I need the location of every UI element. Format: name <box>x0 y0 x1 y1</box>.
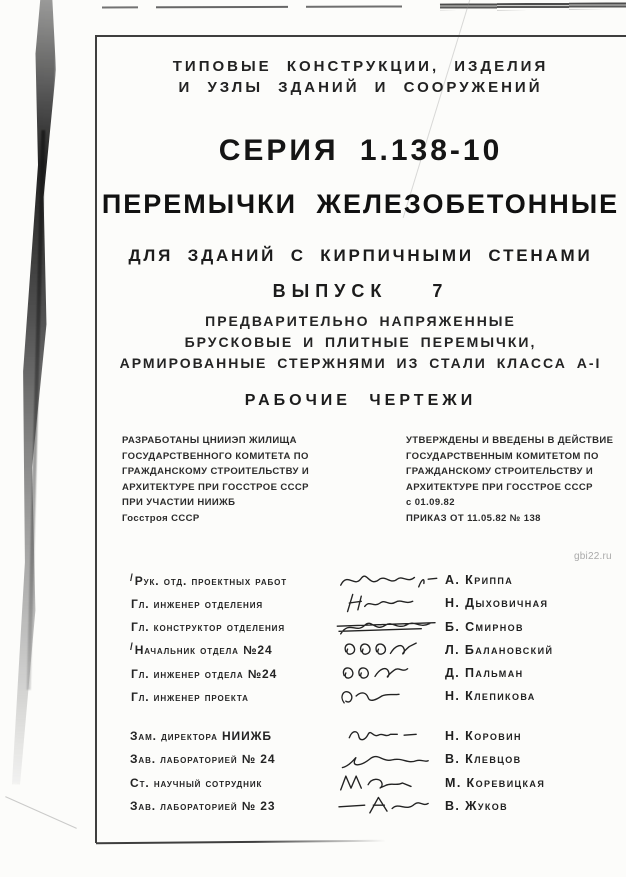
signature-scribble <box>333 684 441 708</box>
developed-line: РАЗРАБОТАНЫ ЦНИИЭП ЖИЛИЩА <box>122 435 297 446</box>
role-label: Зав. лабораторией № 24 <box>130 752 276 767</box>
developed-line: Госстроя СССР <box>122 512 200 524</box>
approved-line: АРХИТЕКТУРЕ ПРИ ГОССТРОЕ СССР <box>406 481 593 493</box>
approval-columns <box>95 433 626 526</box>
series-number: СЕРИЯ 1.138-10 <box>218 134 503 167</box>
signer-name: Д. Пальман <box>445 666 524 681</box>
org-header-line1: ТИПОВЫЕ КОНСТРУКЦИИ, ИЗДЕЛИЯ <box>172 58 549 75</box>
signature-scribble <box>333 568 441 592</box>
signature-table-group2 <box>130 724 610 817</box>
approved-line: УТВЕРЖДЕНЫ И ВВЕДЕНЫ В ДЕЙСТВИЕ <box>406 435 614 446</box>
role-label: Гл. инженер отделения <box>131 596 264 611</box>
signer-name: М. Коревицкая <box>445 775 546 790</box>
signature-scribble <box>333 771 441 795</box>
signature-row <box>130 661 610 684</box>
description-line2: БРУСКОВЫЕ И ПЛИТНЫЕ ПЕРЕМЫЧКИ, <box>184 334 537 350</box>
developed-by-block <box>122 433 334 526</box>
signature-row <box>130 615 610 638</box>
org-header-line2: И УЗЛЫ ЗДАНИЙ И СООРУЖЕНИЙ <box>178 79 543 96</box>
paper-crease-bottom <box>5 796 77 829</box>
developed-line: ГРАЖДАНСКОМУ СТРОИТЕЛЬСТВУ И <box>122 466 310 477</box>
role-label: Гл. инженер проекта <box>131 689 249 704</box>
signer-name: В. Жуков <box>445 798 509 813</box>
org-header <box>95 56 626 98</box>
signature-row <box>130 684 610 707</box>
signature-row <box>130 794 610 817</box>
site-watermark: gbi22.ru <box>574 551 612 562</box>
signature-row <box>130 638 610 661</box>
signature-scribble <box>333 615 441 639</box>
role-label: Зам. директора НИИЖБ <box>130 729 272 743</box>
signer-name: А. Криппа <box>445 573 514 587</box>
signer-name: Б. Смирнов <box>445 619 524 634</box>
issue-number: ВЫПУСК 7 <box>272 281 449 301</box>
signature-scribble <box>333 591 441 615</box>
page-content <box>95 0 626 877</box>
tick-mark: / <box>130 642 134 654</box>
developed-line: АРХИТЕКТУРЕ ПРИ ГОССТРОЕ СССР <box>122 481 309 493</box>
signer-name: Л. Балановский <box>445 642 554 657</box>
signer-name: Н. Коровин <box>445 729 522 743</box>
approved-line: ГОСУДАРСТВЕННЫМ КОМИТЕТОМ ПО <box>406 450 599 462</box>
signature-scribble <box>333 638 441 662</box>
signature-row <box>130 568 610 591</box>
approved-line: с 01.09.82 <box>406 497 455 508</box>
document-type: РАБОЧИЕ ЧЕРТЕЖИ <box>244 392 477 409</box>
role-label: Гл. инженер отдела №24 <box>131 666 278 681</box>
signature-scribble <box>333 747 441 771</box>
role-label: Ст. научный сотрудник <box>130 775 263 790</box>
approved-by-block <box>406 433 618 526</box>
signature-row <box>130 724 610 747</box>
signature-scribble <box>333 661 441 685</box>
signature-table-group1 <box>130 568 610 708</box>
signature-row <box>130 747 610 770</box>
description-line1: ПРЕДВАРИТЕЛЬНО НАПРЯЖЕННЫЕ <box>205 313 516 329</box>
role-label: /Рук. отд. проектных работ <box>130 572 288 588</box>
approved-line: ПРИКАЗ ОТ 11.05.82 № 138 <box>406 512 541 524</box>
document-subtitle: ДЛЯ ЗДАНИЙ С КИРПИЧНЫМИ СТЕНАМИ <box>128 246 593 265</box>
role-label: Зав. лабораторией № 23 <box>130 798 276 813</box>
approved-line: ГРАЖДАНСКОМУ СТРОИТЕЛЬСТВУ И <box>406 466 594 477</box>
signer-name: В. Клевцов <box>445 752 522 767</box>
signer-name: Н. Клепикова <box>445 689 536 704</box>
signature-row <box>130 771 610 794</box>
description-block <box>95 311 626 374</box>
role-label: Гл. конструктор отделения <box>131 620 285 635</box>
document-title: ПЕРЕМЫЧКИ ЖЕЛЕЗОБЕТОННЫЕ <box>101 189 620 219</box>
description-line3: АРМИРОВАННЫЕ СТЕРЖНЯМИ ИЗ СТАЛИ КЛАССА А-I <box>119 355 602 371</box>
signer-name: Н. Дыховичная <box>445 596 549 611</box>
developed-line: ПРИ УЧАСТИИ НИИЖБ <box>122 497 236 508</box>
signature-scribble <box>333 794 441 818</box>
signature-row <box>130 591 610 614</box>
developed-line: ГОСУДАРСТВЕННОГО КОМИТЕТА ПО <box>122 450 309 462</box>
signature-scribble <box>333 724 441 748</box>
tick-mark: / <box>130 572 134 584</box>
role-label: /Начальник отдела №24 <box>130 642 273 658</box>
